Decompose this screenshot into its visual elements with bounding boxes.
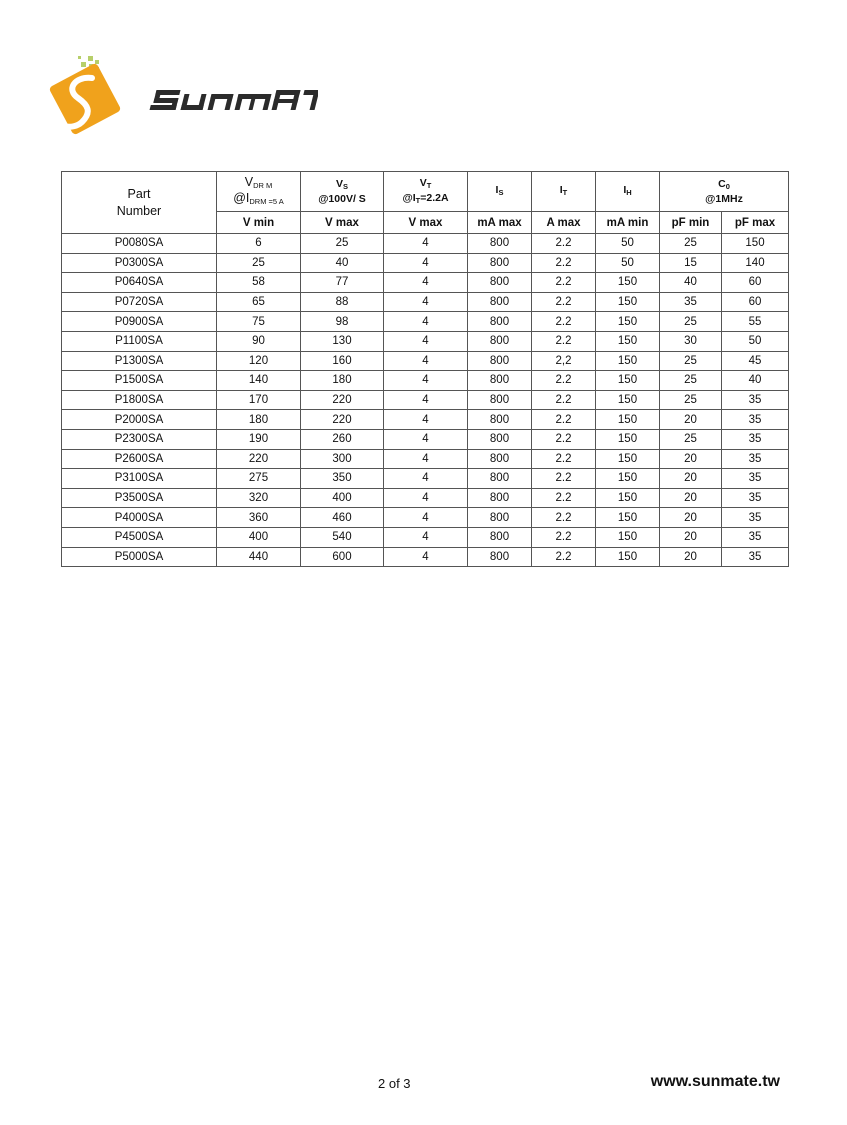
- value-cell: 120: [217, 351, 301, 371]
- unit-cell: V min: [217, 212, 301, 234]
- value-cell: 35: [722, 508, 789, 528]
- value-cell: 800: [468, 449, 532, 469]
- value-cell: 150: [596, 410, 660, 430]
- value-cell: 800: [468, 331, 532, 351]
- value-cell: 65: [217, 292, 301, 312]
- value-cell: 440: [217, 547, 301, 567]
- value-cell: 60: [722, 273, 789, 293]
- value-cell: 45: [722, 351, 789, 371]
- value-cell: 460: [301, 508, 384, 528]
- unit-cell: mA max: [468, 212, 532, 234]
- table-body: [62, 234, 789, 567]
- value-cell: 2.2: [532, 253, 596, 273]
- value-cell: 58: [217, 273, 301, 293]
- value-cell: 260: [301, 429, 384, 449]
- unit-cell: A max: [532, 212, 596, 234]
- part-number-cell: P0720SA: [62, 292, 217, 312]
- value-cell: 300: [301, 449, 384, 469]
- value-cell: 25: [660, 234, 722, 254]
- value-cell: 6: [217, 234, 301, 254]
- value-cell: 130: [301, 331, 384, 351]
- vt-header: $V_T$ $@I_T=2.2A$: [384, 172, 468, 212]
- value-cell: 20: [660, 469, 722, 489]
- value-cell: 30: [660, 331, 722, 351]
- value-cell: 25: [660, 390, 722, 410]
- value-cell: 800: [468, 253, 532, 273]
- value-cell: 2.2: [532, 234, 596, 254]
- value-cell: 4: [384, 331, 468, 351]
- value-cell: 4: [384, 508, 468, 528]
- value-cell: 2.2: [532, 410, 596, 430]
- value-cell: 25: [660, 351, 722, 371]
- value-cell: 35: [722, 410, 789, 430]
- table-row: [62, 429, 789, 449]
- table-row: [62, 527, 789, 547]
- value-cell: 150: [596, 351, 660, 371]
- website-url: www.sunmate.tw: [650, 1073, 780, 1090]
- value-cell: 800: [468, 312, 532, 332]
- unit-cell: mA min: [596, 212, 660, 234]
- part-number-header: Part Number: [62, 172, 217, 234]
- value-cell: 2.2: [532, 527, 596, 547]
- part-number-cell: P0080SA: [62, 234, 217, 254]
- value-cell: 190: [217, 429, 301, 449]
- value-cell: 35: [722, 390, 789, 410]
- value-cell: 220: [301, 410, 384, 430]
- value-cell: 180: [217, 410, 301, 430]
- value-cell: 4: [384, 351, 468, 371]
- value-cell: 4: [384, 488, 468, 508]
- value-cell: 77: [301, 273, 384, 293]
- value-cell: 2.2: [532, 547, 596, 567]
- value-cell: 35: [722, 488, 789, 508]
- value-cell: 90: [217, 331, 301, 351]
- value-cell: 15: [660, 253, 722, 273]
- value-cell: 35: [722, 449, 789, 469]
- part-number-cell: P5000SA: [62, 547, 217, 567]
- value-cell: 35: [660, 292, 722, 312]
- value-cell: 150: [596, 469, 660, 489]
- value-cell: 140: [217, 371, 301, 391]
- value-cell: 150: [596, 273, 660, 293]
- value-cell: 4: [384, 371, 468, 391]
- value-cell: 800: [468, 547, 532, 567]
- value-cell: 20: [660, 449, 722, 469]
- table-row: [62, 331, 789, 351]
- value-cell: 4: [384, 234, 468, 254]
- c0-header: $C_0$ @1MHz: [660, 172, 789, 212]
- value-cell: 4: [384, 273, 468, 293]
- value-cell: 800: [468, 234, 532, 254]
- value-cell: 4: [384, 410, 468, 430]
- value-cell: 50: [596, 253, 660, 273]
- value-cell: 320: [217, 488, 301, 508]
- value-cell: 140: [722, 253, 789, 273]
- value-cell: 150: [596, 331, 660, 351]
- value-cell: 180: [301, 371, 384, 391]
- table-row: [62, 234, 789, 254]
- value-cell: 40: [301, 253, 384, 273]
- part-number-cell: P1300SA: [62, 351, 217, 371]
- value-cell: 220: [217, 449, 301, 469]
- value-cell: 800: [468, 527, 532, 547]
- value-cell: 40: [660, 273, 722, 293]
- part-number-cell: P1100SA: [62, 331, 217, 351]
- value-cell: 20: [660, 488, 722, 508]
- value-cell: 2.2: [532, 429, 596, 449]
- value-cell: 4: [384, 429, 468, 449]
- part-number-cell: P1500SA: [62, 371, 217, 391]
- table-row: [62, 312, 789, 332]
- table-row: [62, 351, 789, 371]
- value-cell: 4: [384, 390, 468, 410]
- value-cell: 25: [660, 371, 722, 391]
- value-cell: 2,2: [532, 351, 596, 371]
- part-number-cell: P2300SA: [62, 429, 217, 449]
- value-cell: 88: [301, 292, 384, 312]
- unit-cell: V max: [384, 212, 468, 234]
- value-cell: 98: [301, 312, 384, 332]
- part-number-cell: P2600SA: [62, 449, 217, 469]
- value-cell: 2.2: [532, 469, 596, 489]
- table-row: [62, 253, 789, 273]
- value-cell: 25: [217, 253, 301, 273]
- value-cell: 150: [596, 449, 660, 469]
- part-number-cell: P1800SA: [62, 390, 217, 410]
- value-cell: 160: [301, 351, 384, 371]
- part-number-cell: P2000SA: [62, 410, 217, 430]
- part-number-cell: P0900SA: [62, 312, 217, 332]
- table-row: [62, 547, 789, 567]
- value-cell: 2.2: [532, 292, 596, 312]
- value-cell: 50: [722, 331, 789, 351]
- value-cell: 2.2: [532, 488, 596, 508]
- value-cell: 150: [596, 292, 660, 312]
- value-cell: 800: [468, 351, 532, 371]
- vs-header: $V_S$ @100V/ S: [301, 172, 384, 212]
- value-cell: 35: [722, 429, 789, 449]
- value-cell: 60: [722, 292, 789, 312]
- value-cell: 220: [301, 390, 384, 410]
- value-cell: 35: [722, 527, 789, 547]
- value-cell: 800: [468, 371, 532, 391]
- value-cell: 20: [660, 508, 722, 528]
- table-row: [62, 469, 789, 489]
- value-cell: 350: [301, 469, 384, 489]
- ih-header: $I_H$: [596, 172, 660, 212]
- value-cell: 20: [660, 547, 722, 567]
- value-cell: 25: [660, 429, 722, 449]
- part-number-cell: P4000SA: [62, 508, 217, 528]
- unit-cell: pF max: [722, 212, 789, 234]
- table-row: [62, 371, 789, 391]
- sunmate-logo: [48, 52, 318, 144]
- value-cell: 40: [722, 371, 789, 391]
- page-number: 2 of 3: [378, 1076, 411, 1091]
- value-cell: 2.2: [532, 508, 596, 528]
- table-row: [62, 390, 789, 410]
- value-cell: 540: [301, 527, 384, 547]
- value-cell: 400: [217, 527, 301, 547]
- value-cell: 150: [596, 390, 660, 410]
- value-cell: 150: [596, 527, 660, 547]
- value-cell: 800: [468, 508, 532, 528]
- table-row: [62, 508, 789, 528]
- value-cell: 20: [660, 410, 722, 430]
- value-cell: 25: [660, 312, 722, 332]
- value-cell: 800: [468, 488, 532, 508]
- value-cell: 2.2: [532, 273, 596, 293]
- part-number-cell: P3500SA: [62, 488, 217, 508]
- value-cell: 800: [468, 469, 532, 489]
- table-row: [62, 488, 789, 508]
- part-number-cell: P4500SA: [62, 527, 217, 547]
- value-cell: 4: [384, 312, 468, 332]
- value-cell: 4: [384, 547, 468, 567]
- vdrm-header: $V_{DR M}$ $@I_{DRM =5 A}$: [217, 172, 301, 212]
- spec-table: [61, 171, 789, 567]
- value-cell: 25: [301, 234, 384, 254]
- table-row: [62, 410, 789, 430]
- value-cell: 275: [217, 469, 301, 489]
- table-row: [62, 273, 789, 293]
- value-cell: 2.2: [532, 312, 596, 332]
- part-number-cell: P3100SA: [62, 469, 217, 489]
- value-cell: 4: [384, 292, 468, 312]
- value-cell: 150: [722, 234, 789, 254]
- value-cell: 35: [722, 469, 789, 489]
- value-cell: 150: [596, 429, 660, 449]
- value-cell: 20: [660, 527, 722, 547]
- value-cell: 600: [301, 547, 384, 567]
- it-header: $I_T$: [532, 172, 596, 212]
- value-cell: 2.2: [532, 331, 596, 351]
- value-cell: 2.2: [532, 449, 596, 469]
- value-cell: 150: [596, 508, 660, 528]
- value-cell: 400: [301, 488, 384, 508]
- value-cell: 800: [468, 292, 532, 312]
- value-cell: 800: [468, 429, 532, 449]
- value-cell: 150: [596, 547, 660, 567]
- value-cell: 2.2: [532, 371, 596, 391]
- value-cell: 150: [596, 312, 660, 332]
- is-header: $I_S$: [468, 172, 532, 212]
- value-cell: 4: [384, 527, 468, 547]
- value-cell: 360: [217, 508, 301, 528]
- value-cell: 800: [468, 273, 532, 293]
- part-number-cell: P0300SA: [62, 253, 217, 273]
- value-cell: 150: [596, 371, 660, 391]
- sunmate-logo-graphic: [48, 52, 318, 144]
- value-cell: 2.2: [532, 390, 596, 410]
- value-cell: 800: [468, 410, 532, 430]
- value-cell: 4: [384, 253, 468, 273]
- table-row: [62, 449, 789, 469]
- value-cell: 55: [722, 312, 789, 332]
- value-cell: 170: [217, 390, 301, 410]
- value-cell: 50: [596, 234, 660, 254]
- part-number-cell: P0640SA: [62, 273, 217, 293]
- value-cell: 35: [722, 547, 789, 567]
- unit-cell: V max: [301, 212, 384, 234]
- value-cell: 4: [384, 469, 468, 489]
- value-cell: 800: [468, 390, 532, 410]
- table-row: [62, 292, 789, 312]
- unit-cell: pF min: [660, 212, 722, 234]
- value-cell: 4: [384, 449, 468, 469]
- value-cell: 150: [596, 488, 660, 508]
- value-cell: 75: [217, 312, 301, 332]
